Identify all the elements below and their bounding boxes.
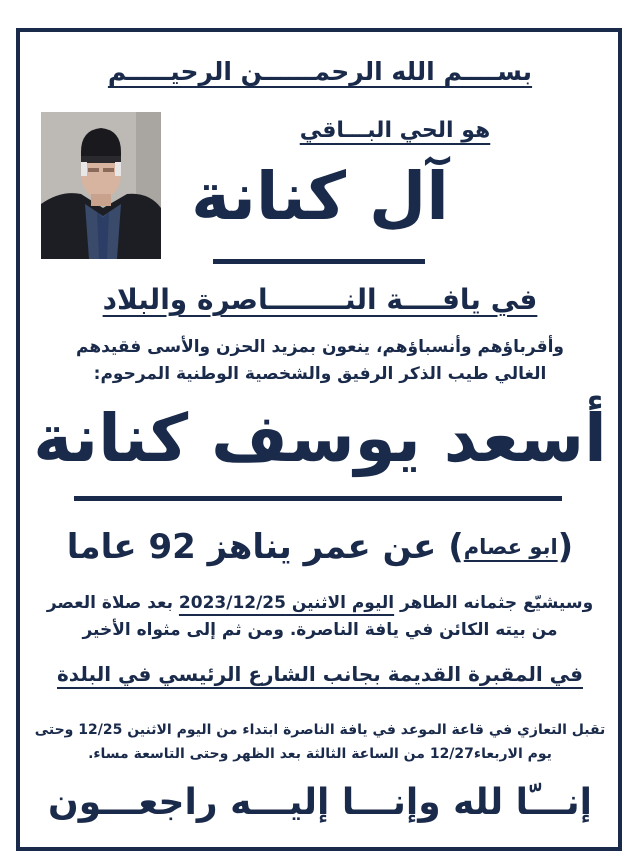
- closing-verse: إنـــّا لله وإنـــا إليـــه راجعـــون: [48, 782, 592, 823]
- intro-line-2: الغالي طيب الذكر الرفيق والشخصية الوطنية المرحوم:: [93, 364, 547, 384]
- age-paren-open: (: [557, 527, 574, 567]
- deceased-name: أسعد يوسف كنانة: [33, 400, 607, 477]
- funeral-date: اليوم الاثنين 2023/12/25: [178, 593, 395, 613]
- funeral-line-2: من بيته الكائن في يافة الناصرة. ومن ثم إلى مثواه الأخير: [82, 620, 558, 640]
- basmala: بســــم الله الرحمــــــن الرحيـــــم: [107, 57, 533, 86]
- cemetery-line: في المقبرة القديمة بجانب الشارع الرئيسي في البلدة: [57, 662, 583, 686]
- intro-line-1: وأقرباؤهم وأنسباؤهم، ينعون بمزيد الحزن والأسى فقيدهم: [75, 337, 564, 357]
- funeral-line-1: [30, 593, 610, 613]
- age-text: ) عن عمر يناهز 92 عاما: [66, 527, 464, 567]
- family-name-underline: [213, 259, 425, 264]
- deceased-photo: [41, 112, 161, 259]
- deceased-name-underline: [74, 496, 562, 501]
- huwa-al-baqi: هو الحي البـــاقي: [299, 118, 491, 143]
- kunya: ابو عصام: [463, 535, 558, 559]
- condolences-line-2: يوم الاربعاء12/27 من الساعة الثالثة بعد الظهر وحتى التاسعة مساء.: [88, 746, 552, 762]
- age-line: [30, 527, 610, 567]
- funeral-intro: وسيشيّع جثمانه الطاهر: [400, 593, 594, 613]
- funeral-time: بعد صلاة العصر: [46, 593, 173, 613]
- family-name: آل كنانة: [191, 158, 449, 235]
- location-line: في يافــــة النــــــــاصرة والبلاد: [102, 283, 538, 316]
- portrait-illustration: [41, 112, 161, 259]
- condolences-line-1: تقبل التعازي في قاعة الموعد في يافة الناصرة ابتداء من اليوم الاثنين 12/25 وحتى: [34, 722, 606, 738]
